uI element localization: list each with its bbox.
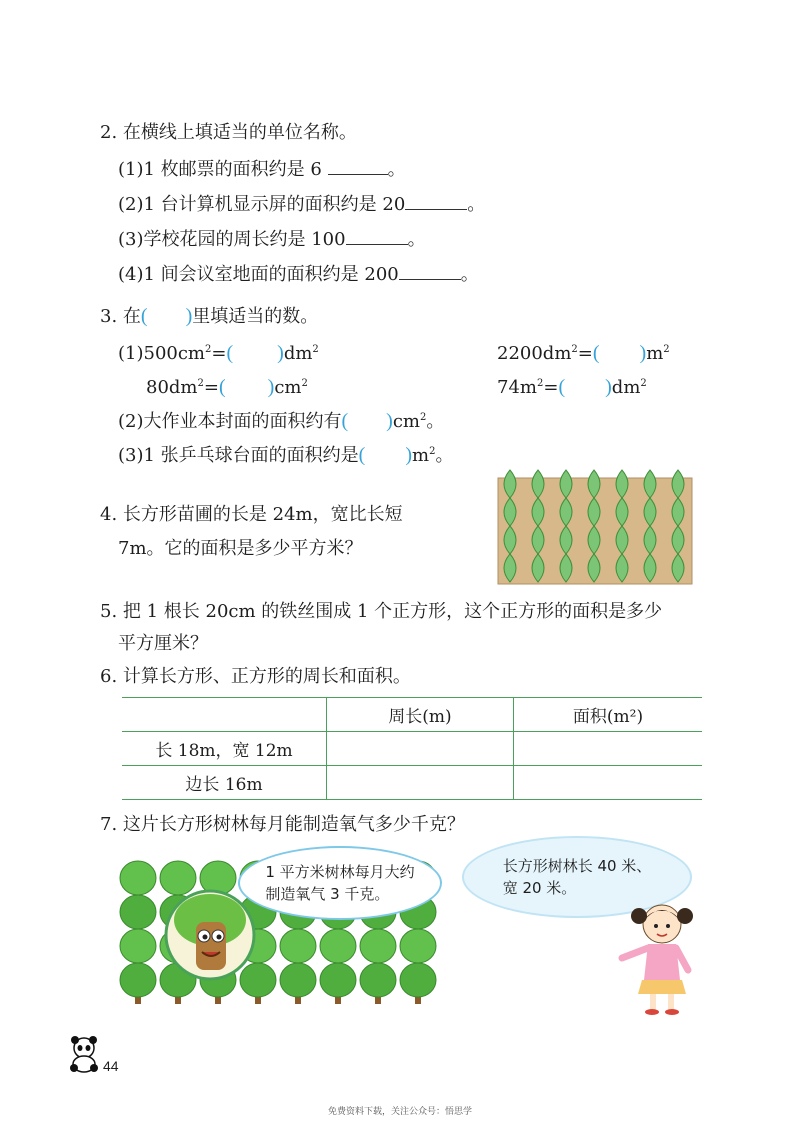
tree-icon (400, 929, 436, 963)
speech-bubble-dimensions: 长方形树林长 40 米、 宽 20 米。 (462, 836, 692, 918)
tree-icon (120, 929, 156, 963)
q3-row1-left: $(1)500cm^2=$( )$dm^2$ (118, 342, 319, 364)
tree-icon (320, 929, 356, 963)
tree-icon (280, 963, 316, 997)
tree-icon (120, 895, 156, 929)
answer-cell[interactable] (327, 732, 514, 766)
nursery-illustration (496, 460, 696, 586)
table-row (122, 766, 702, 800)
table-header-cell: 周长(m) (327, 698, 514, 732)
answer-blank[interactable] (399, 261, 461, 280)
q4-line2: 7m。它的面积是多少平方米？ (118, 538, 363, 559)
tree-icon (280, 929, 316, 963)
tree-icon (120, 861, 156, 895)
perimeter-area-table (122, 697, 702, 800)
q2-item-4: (4)1 间会议室地面的面积约是 200 。 (118, 261, 479, 288)
table-header-row (122, 698, 702, 732)
tree-character (166, 891, 254, 979)
tree-icon (120, 963, 156, 997)
tree-icon (240, 963, 276, 997)
q5-line2: 平方厘米？ (118, 633, 208, 654)
q2-item-1: (1)1 枚邮票的面积约是 6 。 (118, 156, 406, 183)
tree-icon (360, 929, 396, 963)
answer-cell[interactable] (327, 766, 514, 800)
page-number: 44 (103, 1058, 119, 1074)
answer-blank[interactable] (405, 191, 467, 210)
tree-icon (320, 963, 356, 997)
q4-line1: 4. 长方形苗圃的长是 24m，宽比长短 (100, 504, 403, 525)
q2-item-3: (3)学校花园的周长约是 100 。 (118, 226, 426, 253)
girl-illustration (612, 898, 702, 1016)
q7-title: 7. 这片长方形树林每月能制造氧气多少千克？ (100, 814, 465, 835)
answer-cell[interactable] (514, 766, 703, 800)
panda-icon (66, 1034, 102, 1074)
q3-row1-right: $2200dm^2=$( )$m^2$ (497, 342, 670, 364)
table-row (122, 732, 702, 766)
q3-part2: (2)大作业本封面的面积约有( )$cm^2$。 (118, 410, 445, 432)
q2-title: 2. 在横线上填适当的单位名称。 (100, 122, 357, 143)
table-cell: 边长 16m (122, 766, 327, 800)
q2-item-2: (2)1 台计算机显示屏的面积约是 20 。 (118, 191, 485, 218)
footer-note: 免费资料下载，关注公众号：悟思学 (327, 1107, 472, 1117)
answer-blank[interactable] (346, 226, 408, 245)
q3-row2-right: $74m^2=$( )$dm^2$ (497, 376, 647, 398)
tree-icon (360, 963, 396, 997)
q3-title: 3. 在( )里填适当的数。 (100, 305, 319, 327)
q3-part3: (3)1 张乒乓球台面的面积约是( )$m^2$。 (118, 444, 454, 466)
table-header-cell (122, 698, 327, 732)
answer-cell[interactable] (514, 732, 703, 766)
speech-bubble-oxygen: 1 平方米树林每月大约 制造氧气 3 千克。 (238, 846, 442, 920)
tree-icon (400, 963, 436, 997)
table-header-cell: 面积(m²) (514, 698, 703, 732)
q3-row2-left: $80dm^2=$( )$cm^2$ (146, 376, 308, 398)
tree-icon (160, 861, 196, 895)
answer-blank[interactable] (328, 156, 388, 175)
q5-line1: 5. 把 1 根长 20cm 的铁丝围成 1 个正方形，这个正方形的面积是多少 (100, 601, 663, 622)
table-cell: 长 18m，宽 12m (122, 732, 327, 766)
q6-title: 6. 计算长方形、正方形的周长和面积。 (100, 666, 411, 687)
